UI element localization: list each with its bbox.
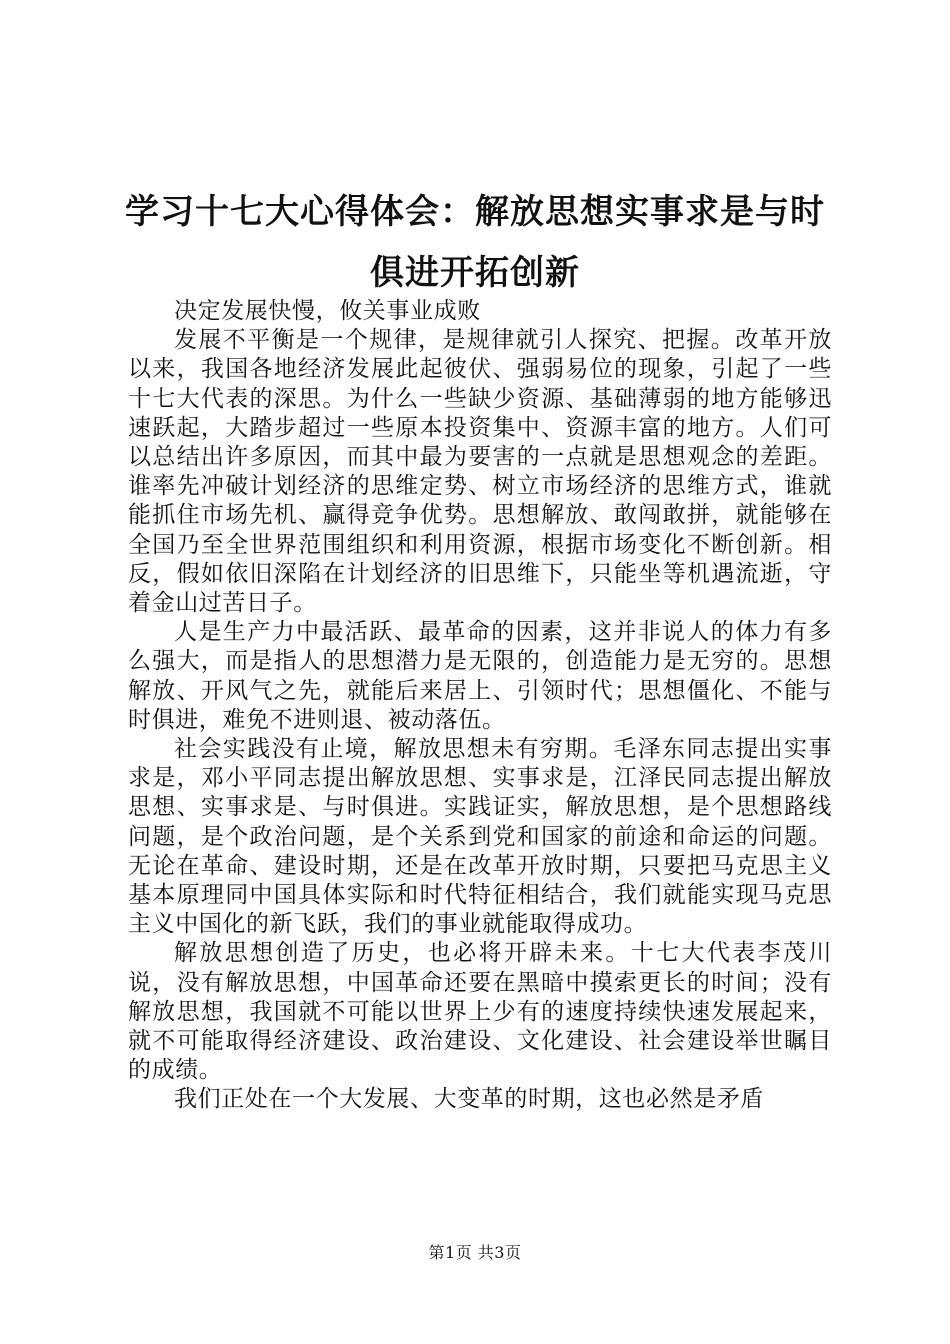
page-footer: 第1页 共3页 [428, 1243, 522, 1262]
paragraph: 社会实践没有止境，解放思想未有穷期。毛泽东同志提出实事求是，邓小平同志提出解放思想、实事求是，江泽民同志提出解放思想、实事求是、与时俱进。实践证实，解放思想，是个思想路线问题，是个政治问题，是个关系到党和国家的前途和命运的问题。无论在革命、建设时期，还是在改革开放时期，只要把马克思主义基本原理同中国具体实际和时代特征相结合，我们就能实现马克思主义中国化的新飞跃，我们的事业就能取得成功。 [128, 736, 832, 938]
paragraph: 解放思想创造了历史，也必将开辟未来。十七大代表李茂川说，没有解放思想，中国革命还要在黑暗中摸索更长的时间；没有解放思想，我国就不可能以世界上少有的速度持续快速发展起来，就不可能取得经济建设、政治建设、文化建设、社会建设举世瞩目的成绩。 [128, 940, 832, 1084]
document-body [128, 297, 832, 1115]
paragraph-subheading: 决定发展快慢，攸关事业成败 [174, 298, 481, 324]
paragraph: 人是生产力中最活跃、最革命的因素，这并非说人的体力有多么强大，而是指人的思想潜力是无限的，创造能力是无穷的。思想解放、开风气之先，就能后来居上、引领时代；思想僵化、不能与时俱进，难免不进则退、被动落伍。 [128, 619, 832, 733]
document-title-line-2: 俱进开拓创新 [370, 253, 580, 293]
document-title-line-1: 学习十七大心得体会：解放思想实事求是与时 [125, 192, 825, 232]
paragraph: 我们正处在一个大发展、大变革的时期，这也必然是矛盾 [174, 1086, 764, 1113]
paragraph: 发展不平衡是一个规律，是规律就引人探究、把握。改革开放以来，我国各地经济发展此起彼伏、强弱易位的现象，引起了一些十七大代表的深思。为什么一些缺少资源、基础薄弱的地方能够迅速跃起，大踏步超过一些原本投资集中、资源丰富的地方。人们可以总结出许多原因，而其中最为要害的一点就是思想观念的差距。谁率先冲破计划经济的思维定势、树立市场经济的思维方式，谁就能抓住市场先机、赢得竞争优势。思想解放、敢闯敢拼，就能够在全国乃至全世界范围组织和利用资源，根据市场变化不断创新。相反，假如依旧深陷在计划经济的旧思维下，只能坐等机遇流逝，守着金山过苦日子。 [128, 327, 832, 617]
